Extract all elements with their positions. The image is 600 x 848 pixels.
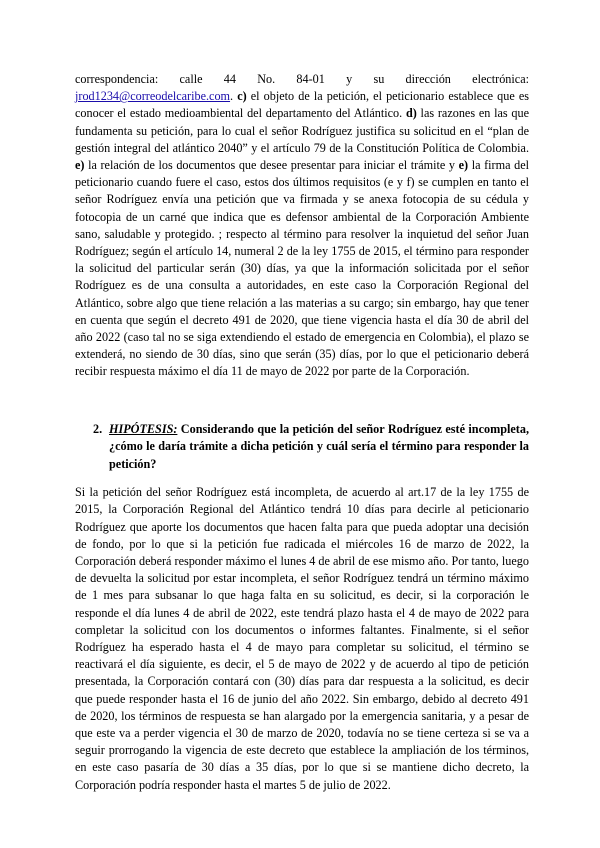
text-segment: la firma del peticionario cuando fuere el caso, estos dos últimos requisitos (e y f) se cumplen en tanto el señor Rodríguez envía una petición que va firmada y se anexa fotocopia de su cédula y fotocopia de un carné que indica que es defensor ambiental de la Corporación Ambiente sano, saludable y protegido. ; respecto al término para resolver la inquietud del señor Juan Rodríguez; según el artículo 14, numeral 2 de la ley 1755 de 2015, el término para responder la solicitud del particular serán (30) días, ya que la información solicitada por el señor Rodríguez es de una consulta a autoridades, en este caso la Corporación Regional del Atlántico, sobre algo que tiene relación a las materias a su cargo; sin embargo, hay que tener en cuenta que según el decreto 491 de 2020, que tiene vigencia hasta el día 30 de abril del año 2022 (caso tal no se siga extendiendo el estado de emergencia en Colombia), el plazo se extenderá, no siendo de 30 días, sino que serán (35) días, por lo que el peticionario deberá recibir respuesta máximo el día 11 de mayo de 2022 por parte de la Corporación.: [75, 158, 530, 379]
question-text: Considerando que la petición del señor Rodríguez esté incompleta, ¿cómo le daría trámite a dicha petición y cuál sería el término para responder la petición?: [109, 421, 529, 471]
text-segment: las razones en las que fundamenta su petición, para lo cual el señor Rodríguez justifica su solicitud en el “plan de gestión integral del atlántico 2040” y el artículo 79 de la Constitución Política de Colombia.: [75, 106, 530, 155]
section-label: HIPÓTESIS:: [109, 421, 178, 436]
paragraph-requirements: [75, 71, 529, 381]
item-label-e: e): [75, 158, 85, 173]
item-label-c: c): [237, 89, 247, 104]
section-number: 2.: [93, 421, 103, 436]
text-segment: correspondencia: calle 44 No. 84-01 y su dirección electrónica:: [75, 72, 529, 86]
paragraph-answer: Si la petición del señor Rodríguez está incompleta, de acuerdo al art.17 de la ley 1755 de 2015, la Corporación Regional del Atlántico tendrá 10 días para decirle al peticionario Rodríguez que aporte los documentos que hacen falta para que pueda adoptar una decisión de fondo, por lo que si la petición fue radicada el miércoles 16 de marzo de 2022, la Corporación deberá responder máximo el lunes 4 de abril de ese mismo año. Por tanto, luego de devuelta la solicitud por estar incompleta, el señor Rodríguez tendrá un término máximo de 1 mes para subsanar lo que haga falta en su solicitud, es decir, si la corporación le responde el día lunes 4 de abril de 2022, este tendrá plazo hasta el 4 de mayo de 2022 para completar la solicitud con los documentos o informes faltantes. Finalmente, si el señor Rodríguez ha esperado hasta el 4 de mayo para completar su solicitud, el término se reactivará el día siguiente, es decir, el 5 de mayo de 2022 y de acuerdo al tipo de petición presentada, la Corporación contará con (30) días para dar respuesta a la solicitud, es decir que puede responder hasta el 16 de junio del año 2022. Sin embargo, debido al decreto 491 de 2020, los términos de respuesta se han alargado por la emergencia sanitaria, y a pesar de que este va a perder vigencia el 30 de marzo de 2020, todavía no se tiene certeza si se va a seguir prorrogando la vigencia de este decreto que establece la ampliación de los términos, en este caso pasaría de 30 días a 35 días, por lo que si se mantiene dicho decreto, la Corporación podría responder hasta el martes 5 de julio de 2022.: [75, 485, 529, 792]
text-segment: .: [230, 89, 238, 104]
section-heading: [75, 421, 529, 474]
email-link[interactable]: jrod1234@correodelcaribe.com: [75, 89, 231, 104]
item-label-e-second: e): [458, 158, 469, 173]
text-segment: la relación de los documentos que desee presentar para iniciar el trámite y: [84, 158, 459, 173]
item-label-d: d): [405, 106, 417, 121]
section-question: [109, 421, 529, 474]
text-segment: el objeto de la petición, el peticionario establece que es conocer el estado medioambiental del departamento del Atlántico.: [75, 89, 529, 121]
